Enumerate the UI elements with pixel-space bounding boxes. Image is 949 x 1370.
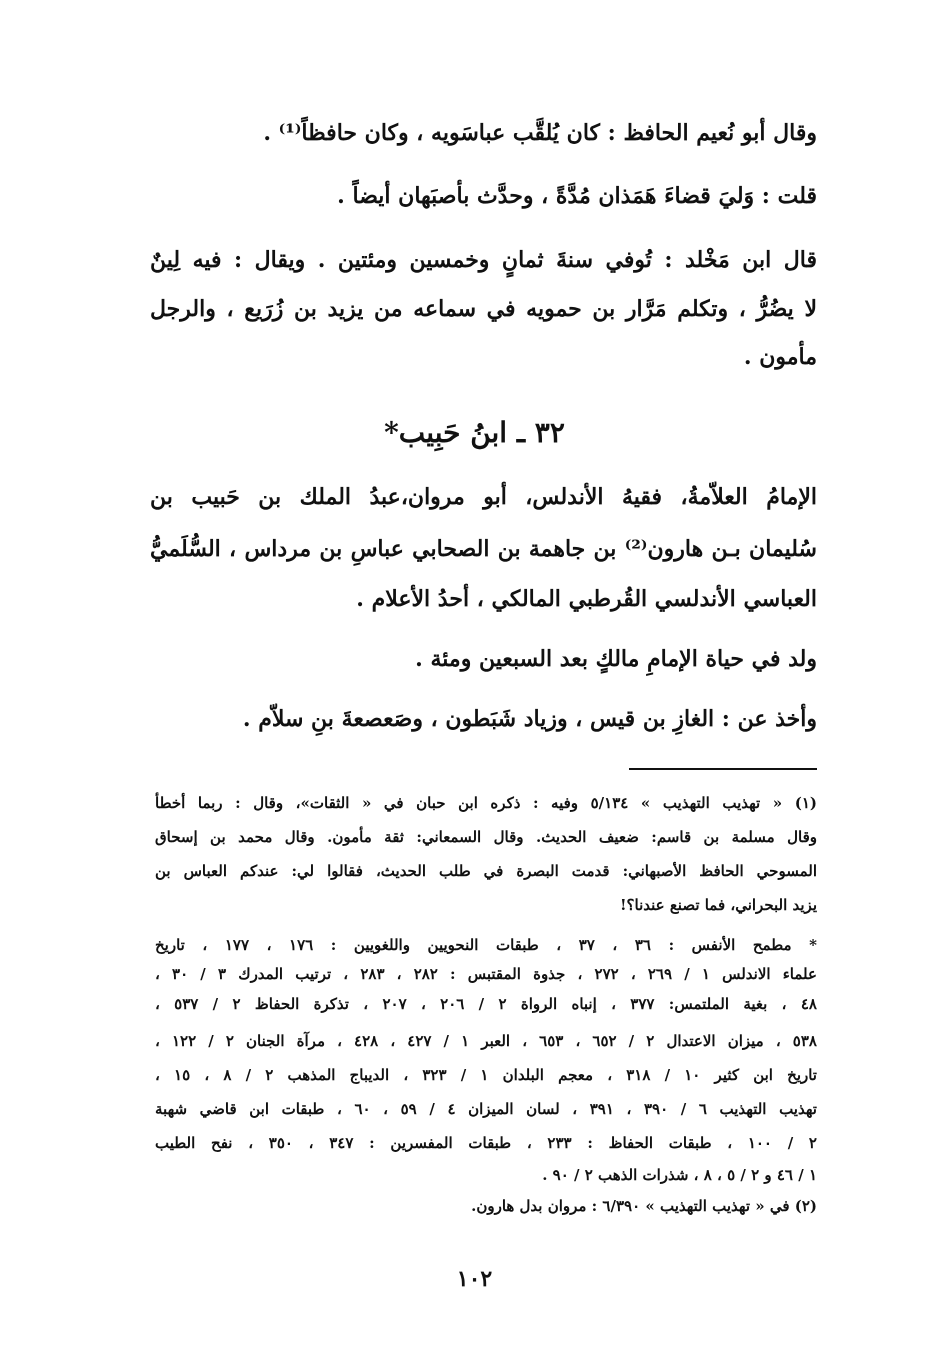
entry-line: وأخذ عن : الغازِ بن قيس ، وزياد شَبَطون ، وصَعصعةَ بنِ سلاّم . <box>242 706 817 732</box>
footnote-line: تهذيب التهذيب ٦ / ٣٩٠ ، ٣٩١ ، لسان الميزان ٤ / ٥٩ ، ٦٠ ، طبقات ابن قاضي شهبة <box>155 1100 817 1118</box>
footnote-line: المسوحي الحافظ الأصبهاني: قدمت البصرة في طلب الحديث، فقالوا لي: عندكم العباس بن <box>155 862 817 880</box>
body-line: قلت : وَليَ قضاءَ هَمَذان مُدَّةً ، وحدَّث بأصبَهان أيضاً . <box>337 183 817 209</box>
footnote-line: ٥٣٨ ، ميزان الاعتدال ٢ / ٦٥٢ ، ٦٥٣ ، العبر ١ / ٤٢٧ ، ٤٢٨ ، مرآة الجنان ٢ / ١٢٢ ، <box>155 1032 817 1050</box>
footnote-line: ١ / ٤٦ و ٢ / ٥ ، ٨ ، شذرات الذهب ٢ / ٩٠ . <box>542 1166 817 1184</box>
footnote-divider <box>629 768 817 770</box>
footnote-line: ٢ / ١٠٠ ، طبقات الحفاظ : ٢٣٣ ، طبقات المفسرين : ٣٤٧ ، ٣٥٠ ، نفح الطيب <box>155 1134 817 1152</box>
footnote-line: * مطمح الأنفس : ٣٦ ، ٣٧ ، طبقات النحويين واللغويين : ١٧٦ ، ١٧٧ ، تاريخ <box>155 936 817 954</box>
entry-heading: ٣٢ ـ ابنُ حَبِيب* <box>384 416 565 449</box>
entry-line: ولد في حياة الإمامِ مالكٍ بعد السبعين ومئة . <box>415 646 817 672</box>
footnote-line: ٤٨ ، بغية الملتمس: ٣٧٧ ، إنباه الرواة ٢ / ٢٠٦ ، ٢٠٧ ، تذكرة الحفاظ ٢ / ٥٣٧ ، <box>155 995 817 1013</box>
footnote-line: (١) « تهذيب التهذيب » ٥/١٣٤ وفيه : ذكره ابن حبان في « الثقات»، وقال : ربما أخطأ <box>155 794 817 812</box>
body-line: مأمون . <box>743 344 817 370</box>
footnote-line: علماء الاندلس ١ / ٢٦٩ ، ٢٧٢ ، جذوة المقتبس : ٢٨٢ ، ٢٨٣ ، ترتيب المدرك ٣ / ٣٠ ، <box>155 965 817 983</box>
entry-line: الإمامُ العلاّمةُ، فقيهُ الأندلس، أبو مروان،عبدُ الملك بن حَبيب بن <box>150 484 817 510</box>
footnote-line: (٢) في « تهذيب التهذيب » ٦/٣٩٠ : مروان بدل هارون. <box>471 1197 817 1215</box>
body-line: وقال أبو نُعيم الحافظ : كان يُلقَّب عباسَويه ، وكان حافظاً⁽¹⁾ . <box>263 120 817 146</box>
entry-line: سُليمان بـن هارون⁽²⁾ بن جاهمة بن الصحابي عباسِ بن مرداس ، السُّلَميُّ <box>150 536 817 562</box>
footnote-line: وقال مسلمة بن قاسم: ضعيف الحديث. وقال السمعاني: ثقة مأمون. وقال محمد بن إسحاق <box>155 828 817 846</box>
entry-line: العباسي الأندلسي القُرطبي المالكي ، أحدُ الأعلام . <box>356 586 817 612</box>
body-line: قال ابن مَخْلد : تُوفي سنةَ ثمانٍ وخمسين ومئتين . ويقال : فيه لِينٌ <box>150 247 817 273</box>
page-number: ١٠٢ <box>456 1266 493 1292</box>
footnote-line: يزيد البحراني، فما تصنع عندنا؟! <box>619 896 817 914</box>
body-line: لا يضُرُّ ، وتكلم مَرَّار بن حمويه في سماعه من يزيد بن زُرَيع ، والرجل <box>150 296 817 322</box>
footnote-line: تاريخ ابن كثير ١٠ / ٣١٨ ، معجم البلدان ١ / ٣٢٣ ، الديباج المذهب ٢ / ٨ ، ١٥ ، <box>155 1066 817 1084</box>
